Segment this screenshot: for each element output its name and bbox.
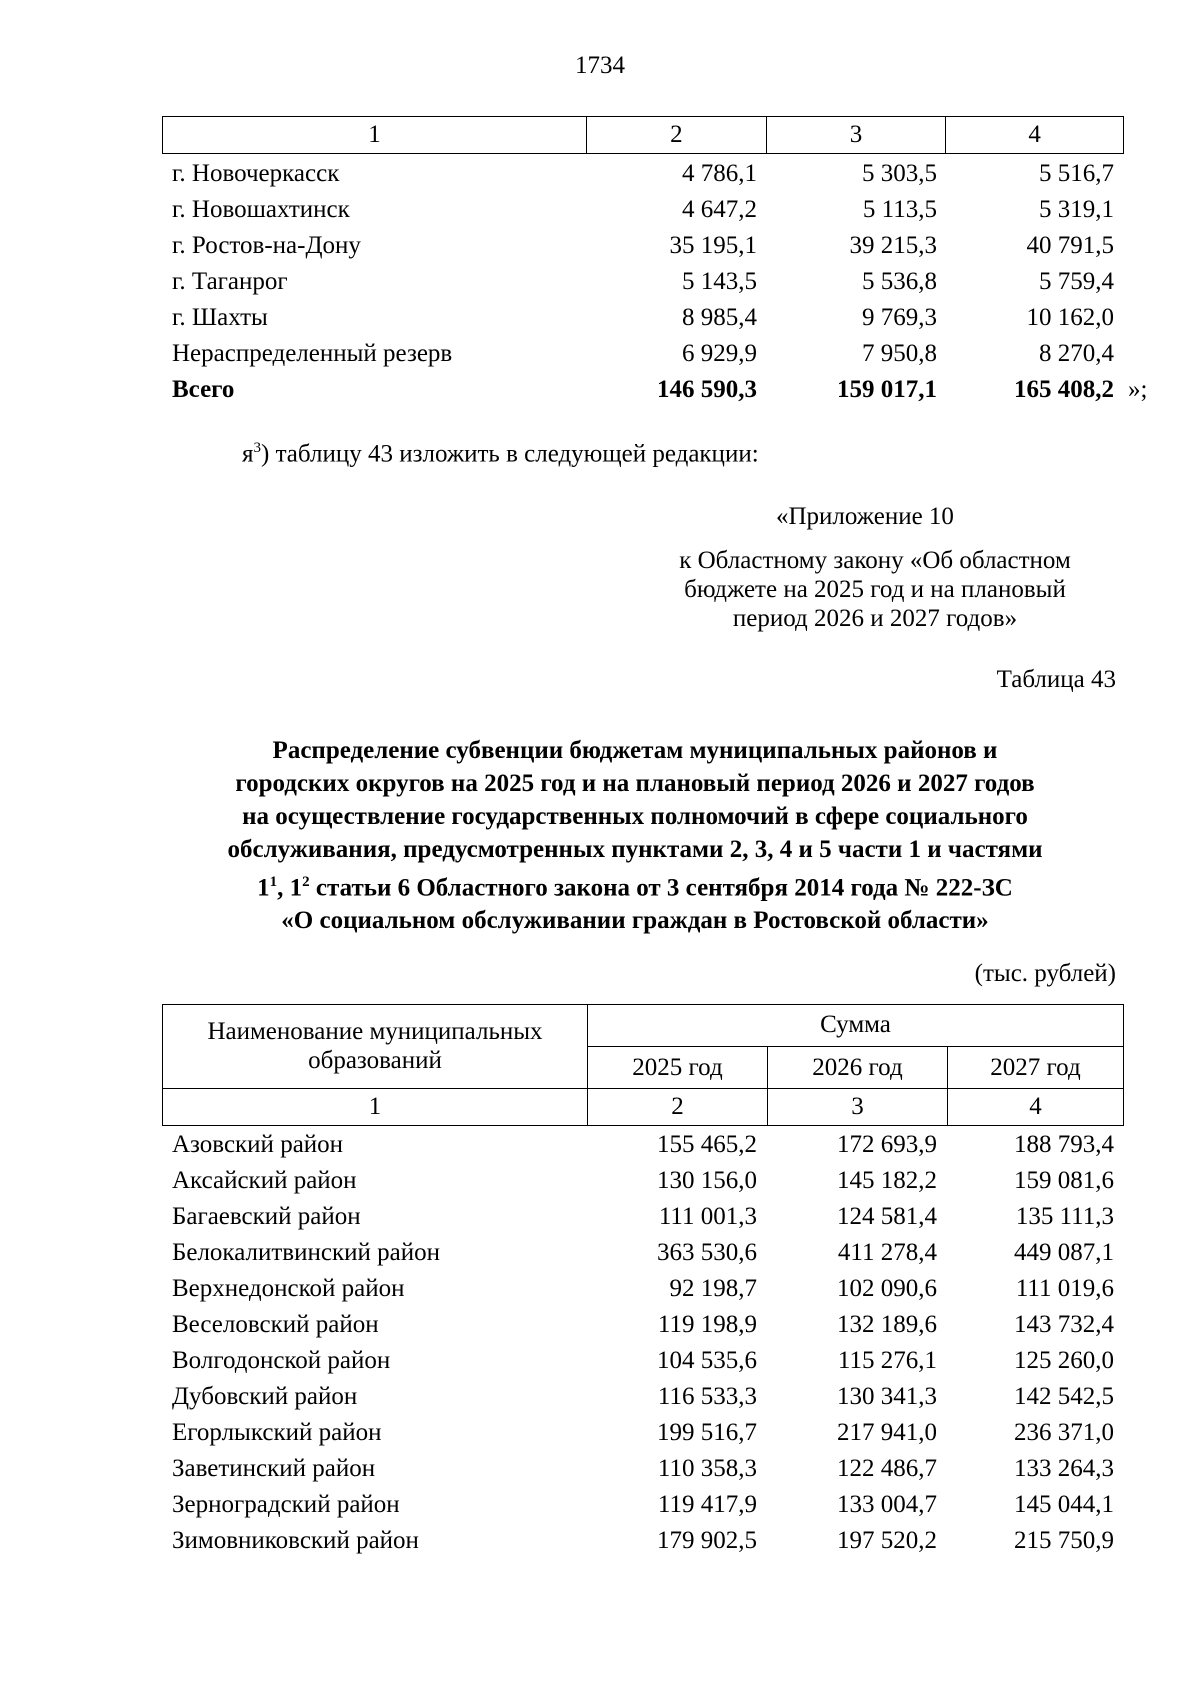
title-part: 1	[257, 874, 270, 902]
row-value-2025: 179 902,5	[657, 1527, 757, 1554]
row-value-2025: 92 198,7	[669, 1275, 757, 1302]
row-value-2026: 5 536,8	[862, 268, 937, 295]
row-name: Волгодонской район	[172, 1347, 391, 1374]
row-value-2025: 5 143,5	[682, 268, 757, 295]
total-value-2027: 165 408,2	[1014, 376, 1114, 403]
row-value-2027: 133 264,3	[1014, 1455, 1114, 1482]
table-row	[162, 1163, 1124, 1199]
table-row	[162, 336, 1124, 372]
total-label: Всего	[172, 376, 235, 403]
appendix-title: «Приложение 10	[776, 503, 954, 530]
table-label: Таблица 43	[996, 666, 1116, 693]
instruction-prefix: я	[242, 440, 254, 468]
table-row	[162, 1415, 1124, 1451]
total-value-2025: 146 590,3	[657, 376, 757, 403]
row-value-2027: 10 162,0	[1026, 304, 1114, 331]
title-line: на осуществление государственных полномочий в сфере социального	[242, 803, 1028, 830]
title-line: обслуживания, предусмотренных пунктами 2, 3, 4 и 5 части 1 и частями	[227, 836, 1043, 863]
row-name: Егорлыкский район	[172, 1419, 382, 1446]
row-name: Багаевский район	[172, 1203, 361, 1230]
table-row	[162, 1379, 1124, 1415]
title-line: городских округов на 2025 год и на плановый период 2026 и 2027 годов	[235, 770, 1035, 797]
row-value-2025: 130 156,0	[657, 1167, 757, 1194]
row-value-2026: 7 950,8	[862, 340, 937, 367]
row-name: Дубовский район	[172, 1383, 358, 1410]
appendix-line: к Областному закону «Об областном	[679, 547, 1071, 574]
row-name: г. Новошахтинск	[172, 196, 350, 223]
row-value-2025: 4 647,2	[682, 196, 757, 223]
row-value-2026: 9 769,3	[862, 304, 937, 331]
row-value-2027: 145 044,1	[1014, 1491, 1114, 1518]
row-value-2027: 188 793,4	[1014, 1131, 1114, 1158]
table1-header-col4: 4	[1028, 121, 1041, 148]
row-value-2027: 143 732,4	[1014, 1311, 1114, 1338]
appendix-line: бюджете на 2025 год и на плановый	[684, 576, 1066, 603]
page-number: 1734	[575, 52, 625, 79]
row-value-2025: 116 533,3	[657, 1383, 757, 1410]
row-value-2027: 449 087,1	[1014, 1239, 1114, 1266]
row-name: Зерноградский район	[172, 1491, 400, 1518]
row-value-2026: 5 113,5	[862, 196, 937, 223]
table-row	[162, 1523, 1124, 1559]
row-value-2026: 115 276,1	[837, 1347, 937, 1374]
row-value-2025: 119 417,9	[657, 1491, 757, 1518]
row-value-2026: 124 581,4	[837, 1203, 937, 1230]
row-value-2027: 135 111,3	[1015, 1203, 1114, 1230]
header-sum-cell: Сумма	[588, 1005, 1123, 1047]
instruction-text: ) таблицу 43 изложить в следующей редакции:	[261, 440, 759, 468]
row-value-2025: 8 985,4	[682, 304, 757, 331]
row-value-2027: 5 759,4	[1039, 268, 1114, 295]
row-name: г. Таганрог	[172, 268, 288, 295]
row-value-2025: 35 195,1	[669, 232, 757, 259]
row-value-2026: 39 215,3	[849, 232, 937, 259]
row-value-2025: 155 465,2	[657, 1131, 757, 1158]
row-value-2026: 145 182,2	[837, 1167, 937, 1194]
table1-header-col3: 3	[767, 117, 947, 153]
row-value-2026: 133 004,7	[837, 1491, 937, 1518]
total-value-2026: 159 017,1	[837, 376, 937, 403]
header-col-number: 4	[1029, 1093, 1042, 1120]
title-line	[140, 866, 1130, 904]
row-value-2027: 125 260,0	[1014, 1347, 1114, 1374]
row-name: Нераспределенный резерв	[172, 340, 453, 367]
row-value-2027: 5 516,7	[1039, 160, 1114, 187]
table1-header-col1: 1	[163, 117, 587, 153]
row-value-2025: 110 358,3	[657, 1455, 757, 1482]
table1-header-col2: 2	[587, 117, 767, 153]
row-name: Заветинский район	[172, 1455, 376, 1482]
header-col-number: 3	[768, 1089, 948, 1125]
table-row	[162, 1343, 1124, 1379]
row-name: Азовский район	[172, 1131, 344, 1158]
row-value-2026: 132 189,6	[837, 1311, 937, 1338]
header-col-number: 1	[163, 1089, 588, 1125]
row-value-2026: 122 486,7	[837, 1455, 937, 1482]
instruction-paragraph	[242, 440, 759, 468]
table-row	[162, 228, 1124, 264]
row-value-2027: 236 371,0	[1014, 1419, 1114, 1446]
row-name: г. Шахты	[172, 304, 268, 331]
table-row	[162, 1199, 1124, 1235]
row-value-2027: 5 319,1	[1039, 196, 1114, 223]
row-value-2025: 6 929,9	[682, 340, 757, 367]
row-value-2027: 142 542,5	[1014, 1383, 1114, 1410]
row-name: Веселовский район	[172, 1311, 379, 1338]
row-value-2025: 111 001,3	[658, 1203, 757, 1230]
row-value-2027: 159 081,6	[1014, 1167, 1114, 1194]
table-row	[162, 1451, 1124, 1487]
header-year-2027: 2027 год	[948, 1047, 1123, 1089]
appendix-reference	[640, 546, 1110, 633]
instruction-superscript: 3	[253, 440, 261, 456]
header-col-number: 2	[588, 1089, 768, 1125]
table1-header	[162, 116, 1124, 154]
row-name: Аксайский район	[172, 1167, 357, 1194]
row-value-2027: 111 019,6	[1015, 1275, 1114, 1302]
row-name: Зимовниковский район	[172, 1527, 419, 1554]
table-total-row	[162, 372, 1124, 408]
row-value-2025: 104 535,6	[657, 1347, 757, 1374]
row-value-2026: 172 693,9	[837, 1131, 937, 1158]
row-name: г. Новочеркасск	[172, 160, 340, 187]
title-line: «О социальном обслуживании граждан в Ростовской области»	[281, 907, 989, 935]
table-row	[162, 1271, 1124, 1307]
table-row	[162, 300, 1124, 336]
row-value-2026: 130 341,3	[837, 1383, 937, 1410]
table-row	[162, 156, 1124, 192]
header-year-2026: 2026 год	[768, 1047, 948, 1089]
row-name: г. Ростов-на-Дону	[172, 232, 361, 259]
table-row	[162, 1235, 1124, 1271]
table-row	[162, 1127, 1124, 1163]
header-name-line: образований	[308, 1047, 442, 1074]
title-part: статьи 6 Областного закона от 3 сентября 2014 года № 222-ЗС	[309, 874, 1013, 902]
row-value-2027: 8 270,4	[1039, 340, 1114, 367]
row-value-2025: 4 786,1	[682, 160, 757, 187]
header-name-cell	[163, 1005, 588, 1089]
row-value-2026: 411 278,4	[837, 1239, 937, 1266]
table-row	[162, 192, 1124, 228]
table-row	[162, 1487, 1124, 1523]
row-value-2026: 5 303,5	[862, 160, 937, 187]
row-value-2025: 199 516,7	[657, 1419, 757, 1446]
row-value-2026: 102 090,6	[837, 1275, 937, 1302]
title-part: , 1	[277, 874, 303, 902]
document-title	[140, 734, 1130, 937]
appendix-line: период 2026 и 2027 годов»	[732, 605, 1018, 632]
table-row	[162, 264, 1124, 300]
row-name: Верхнедонской район	[172, 1275, 405, 1302]
units-label: (тыс. рублей)	[974, 960, 1116, 987]
row-value-2026: 217 941,0	[837, 1419, 937, 1446]
title-superscript: 2	[302, 874, 310, 890]
row-name: Белокалитвинский район	[172, 1239, 440, 1266]
title-superscript: 1	[269, 874, 278, 890]
row-value-2026: 197 520,2	[837, 1527, 937, 1554]
row-value-2027: 215 750,9	[1014, 1527, 1114, 1554]
header-year-2025: 2025 год	[588, 1047, 768, 1089]
title-line: Распределение субвенции бюджетам муниципальных районов и	[272, 737, 998, 764]
table-row	[162, 1307, 1124, 1343]
header-name-line: Наименование муниципальных	[207, 1018, 543, 1045]
table2-header	[162, 1004, 1124, 1126]
row-value-2025: 119 198,9	[657, 1311, 757, 1338]
row-value-2027: 40 791,5	[1026, 232, 1114, 259]
row-value-2025: 363 530,6	[657, 1239, 757, 1266]
closing-quote: »;	[1128, 376, 1148, 403]
